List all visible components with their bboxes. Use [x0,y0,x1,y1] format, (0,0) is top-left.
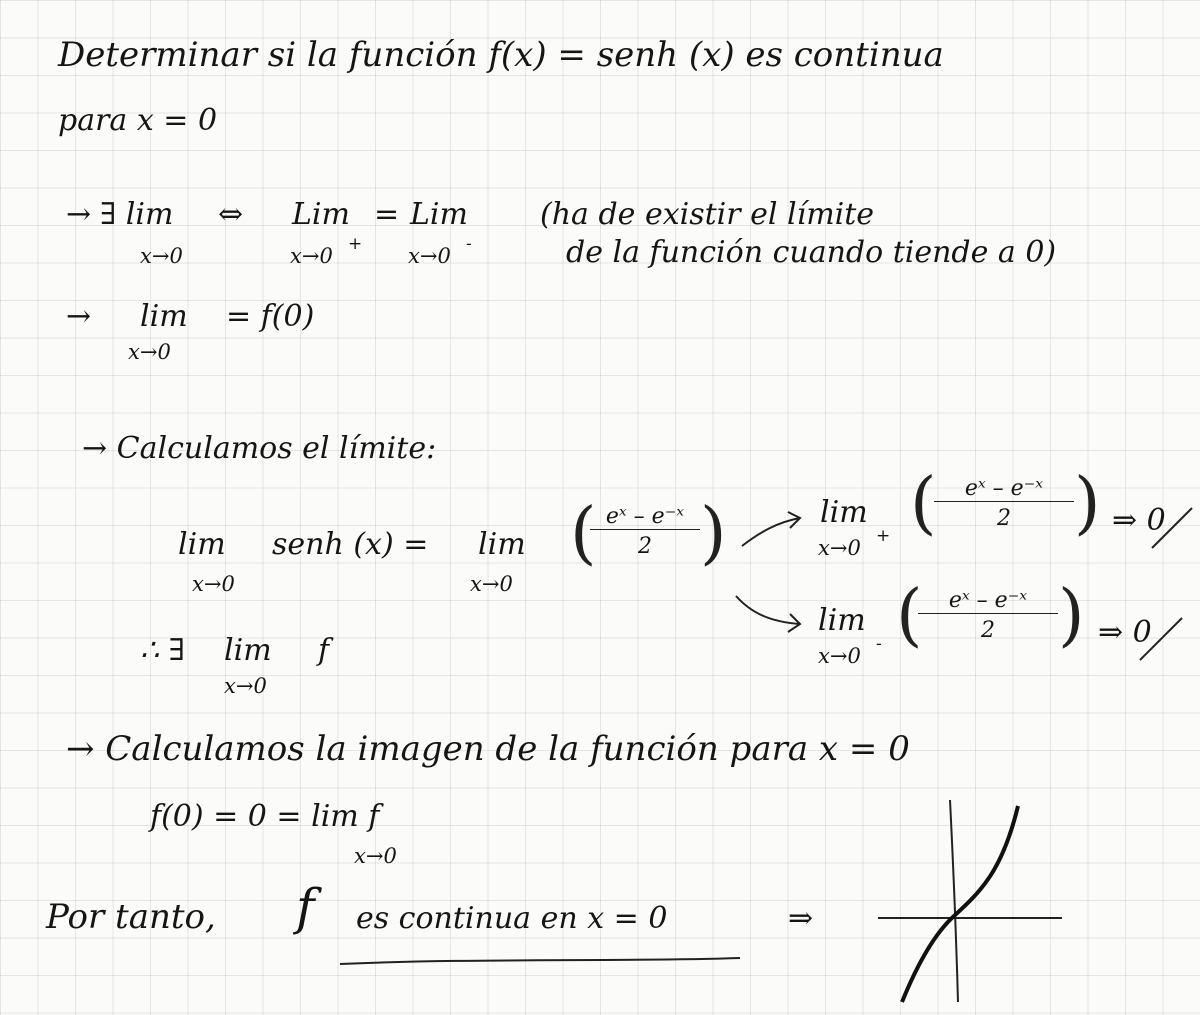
arrow-2: → [66,299,92,334]
statement-line-1: Determinar si la función f(x) = senh (x) es continua [58,35,944,75]
image-heading: → Calculamos la imagen de la función para x = 0 [66,729,910,769]
final-prefix: Por tanto, [46,897,216,937]
rhs-lim: lim [478,527,526,562]
arrow-1: → [66,197,92,232]
paren-close-1: ) [700,494,727,573]
conclusion-sub: x→0 [224,674,267,698]
branch-arrow-down [736,596,800,624]
note-line-1: (ha de existir el límite [540,197,875,232]
final-f: f [296,878,315,936]
fraction-main-numerator: eˣ – e⁻ˣ [590,504,700,530]
sub-x0-b: x→0 [128,340,171,364]
image-equation: f(0) = 0 = lim f [150,799,380,834]
lim-right: Lim [292,197,350,232]
conclusion-f: f [318,633,330,668]
result-minus: ⇒ 0 [1098,615,1152,650]
paren-close-3: ) [1058,576,1085,655]
paren-open-2: ( [910,464,937,543]
branch-plus-sub: x→0 [818,536,861,560]
note-line-2: de la función cuando tiende a 0) [566,235,1057,270]
branch-plus-lim: lim [820,495,868,530]
result-minus-strike [1140,618,1182,660]
rhs-sub: x→0 [470,572,513,596]
lim-left: Lim [410,197,468,232]
paren-open-1: ( [570,494,597,573]
iff-symbol: ⇔ [218,197,244,232]
paren-close-2: ) [1074,464,1101,543]
equals-f0: = f(0) [226,299,315,334]
result-plus: ⇒ 0 [1112,503,1166,538]
calc-limit-heading: → Calculamos el límite: [82,431,437,466]
lhs-expression: senh (x) = [272,527,429,562]
paren-open-3: ( [896,576,923,655]
minus-sign: - [466,234,472,254]
branch-minus-lim: lim [818,603,866,638]
final-arrow: ⇒ [788,901,814,936]
sub-x0-a: x→0 [140,244,183,268]
lim-2: lim [140,299,188,334]
branch-minus-sub: x→0 [818,644,861,668]
fraction-plus-denominator: 2 [997,506,1011,531]
exists-lim: ∃ lim [100,197,174,232]
equals-1: = [374,197,400,232]
lhs-lim: lim [178,527,226,562]
sub-x0-plus: x→0 [290,244,333,268]
final-statement: es continua en x = 0 [356,901,668,936]
conclusion-prefix: ∴ ∃ [140,633,185,668]
branch-minus-sign: - [876,634,882,654]
branch-arrow-up [742,518,800,546]
fraction-minus-denominator: 2 [981,618,995,643]
image-equation-sub: x→0 [354,844,397,868]
sketch-sinh-curve [902,806,1018,1002]
branch-plus-sign: + [876,526,891,546]
result-plus-strike [1152,508,1192,548]
fraction-plus-numerator: eˣ – e⁻ˣ [934,476,1074,502]
final-underline [340,958,740,964]
fraction-main-denominator: 2 [638,534,652,559]
sub-x0-minus: x→0 [408,244,451,268]
lhs-sub: x→0 [192,572,235,596]
conclusion-lim: lim [224,633,272,668]
fraction-minus-numerator: eˣ – e⁻ˣ [918,588,1058,614]
sketch-y-axis [950,800,958,1002]
statement-line-2: para x = 0 [58,103,218,138]
plus-sign: + [348,234,363,254]
